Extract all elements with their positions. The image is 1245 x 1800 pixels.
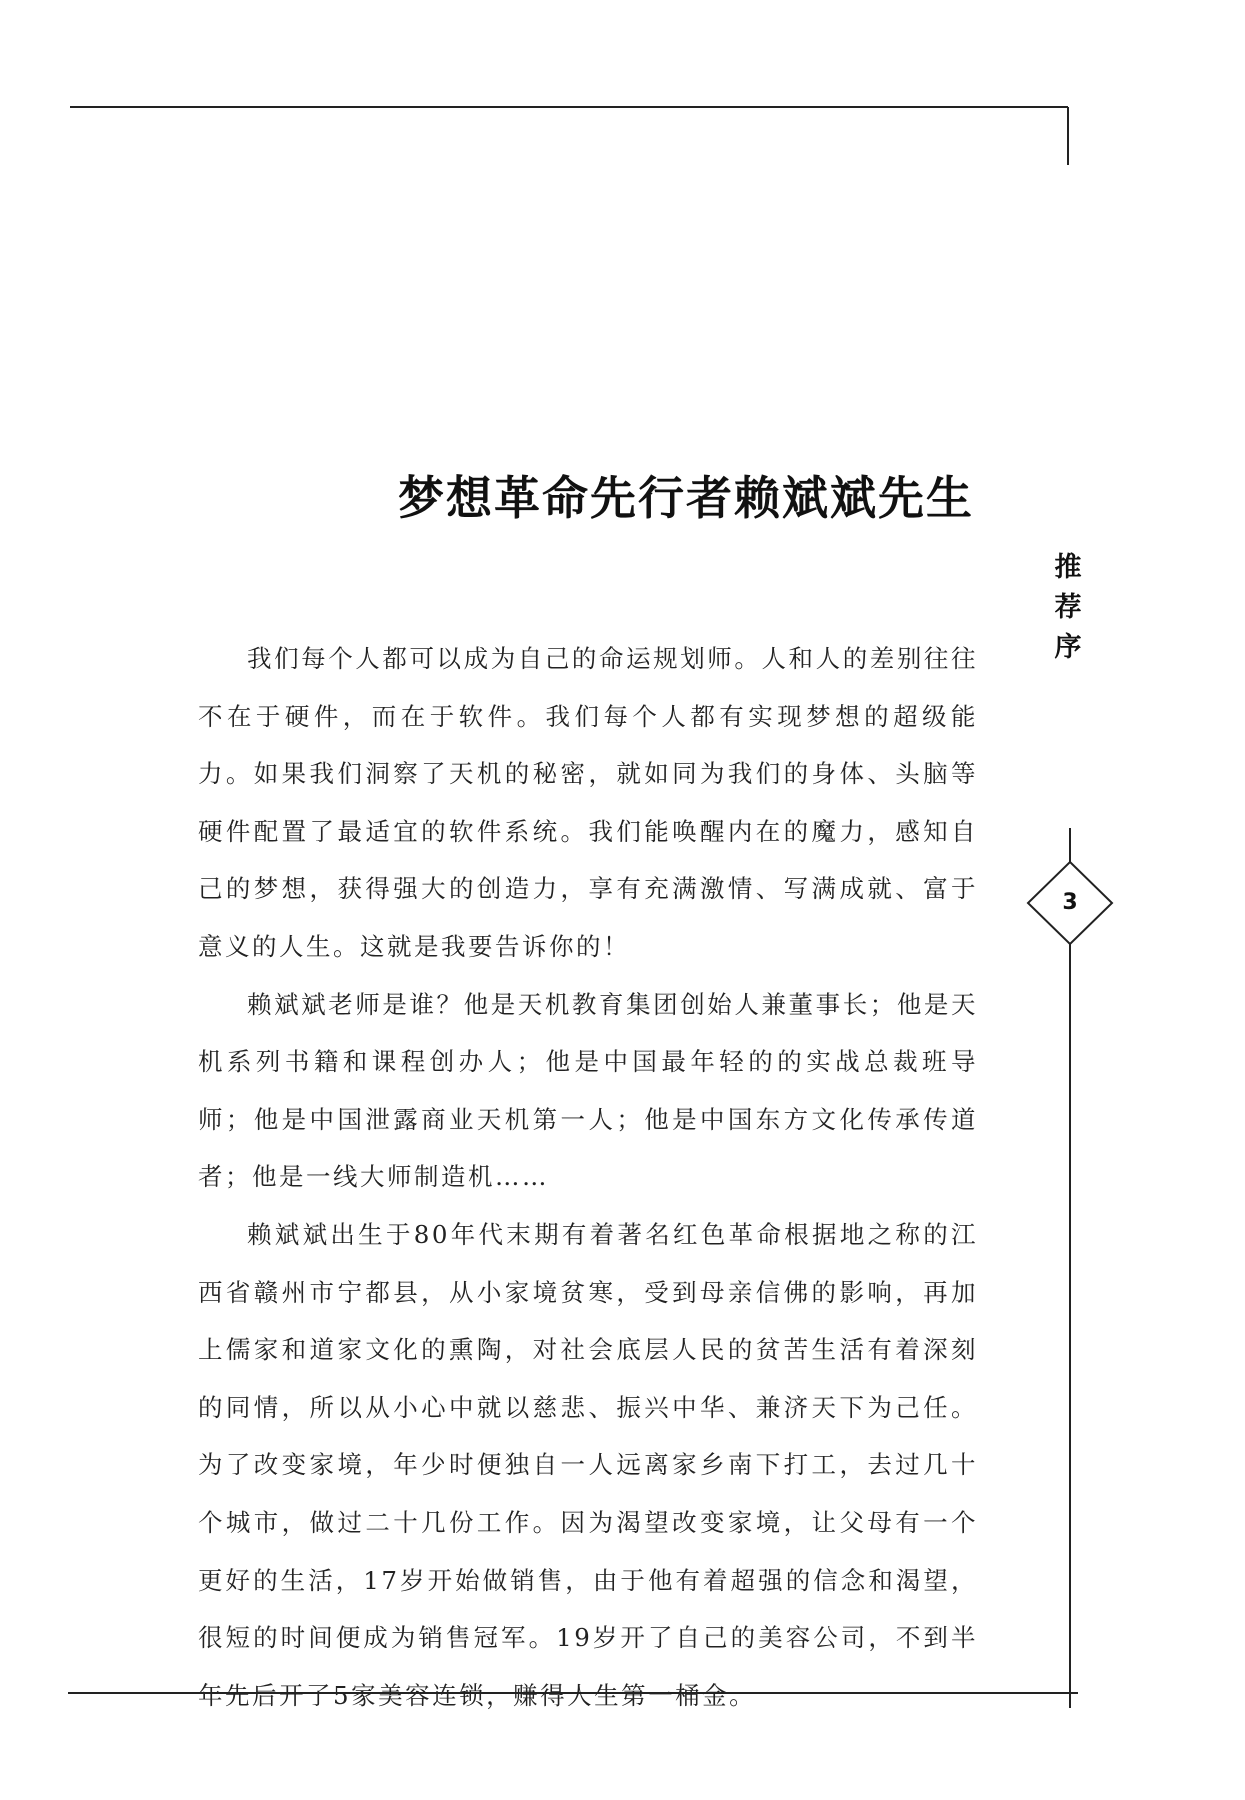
- body-text: [198, 630, 978, 1724]
- section-tab-char: 序: [1054, 632, 1082, 663]
- page-number: 3: [1062, 890, 1078, 915]
- section-tab: [1050, 548, 1086, 668]
- section-tab-char: 推: [1054, 552, 1082, 583]
- paragraph: 我们每个人都可以成为自己的命运规划师。人和人的差别往往不在于硬件，而在于软件。我们每个人都有实现梦想的超级能力。如果我们洞察了天机的秘密，就如同为我们的身体、头脑等硬件配置了最适宜的软件系统。我们能唤醒内在的魔力，感知自己的梦想，获得强大的创造力，享有充满激情、写满成就、富于意义的人生。这就是我要告诉你的！: [198, 644, 978, 961]
- paragraph: 赖斌斌老师是谁？他是天机教育集团创始人兼董事长；他是天机系列书籍和课程创办人；他是中国最年轻的的实战总裁班导师；他是中国泄露商业天机第一人；他是中国东方文化传承传道者；他是一线大师制造机……: [198, 989, 978, 1192]
- page-title: 梦想革命先行者赖斌斌先生: [398, 471, 974, 525]
- paragraph: 赖斌斌出生于80年代末期有着著名红色革命根据地之称的江西省赣州市宁都县，从小家境贫寒，受到母亲信佛的影响，再加上儒家和道家文化的熏陶，对社会底层人民的贫苦生活有着深刻的同情，所以从小心中就以慈悲、振兴中华、兼济天下为己任。为了改变家境，年少时便独自一人远离家乡南下打工，去过几十个城市，做过二十几份工作。因为渴望改变家境，让父母有一个更好的生活，17岁开始做销售，由于他有着超强的信念和渴望，很短的时间便成为销售冠军。19岁开了自己的美容公司，不到半年先后开了5家美容连锁，赚得人生第一桶金。: [198, 1219, 978, 1710]
- section-tab-char: 荐: [1054, 592, 1082, 623]
